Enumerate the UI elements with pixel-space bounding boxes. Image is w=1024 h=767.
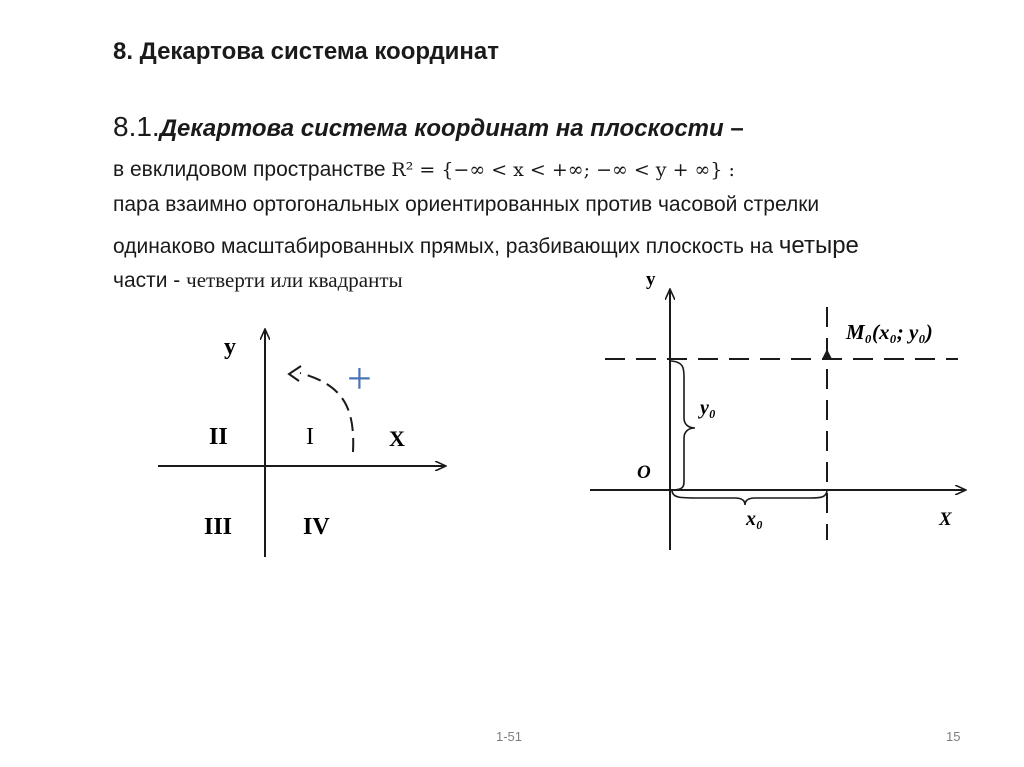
slide-heading: 8. Декартова система координат xyxy=(113,38,500,65)
page-number: 15 xyxy=(946,729,961,744)
left-diagram xyxy=(158,330,445,557)
left-x-label: X xyxy=(389,426,405,451)
subheading-italic: Декартова система координат xyxy=(159,115,550,142)
y0-brace xyxy=(671,361,695,490)
quadrant-4-label: IV xyxy=(303,514,330,540)
plus-sign: + xyxy=(347,354,372,403)
x0-label: x₀ xyxy=(746,508,763,530)
point-label: M₀(x₀; y₀) xyxy=(846,320,933,344)
right-x-label: X xyxy=(939,509,952,530)
right-y-label: y xyxy=(646,269,656,290)
quadrant-2-label: II xyxy=(209,424,228,450)
origin-label: O xyxy=(637,462,651,483)
quadrant-3-label: III xyxy=(204,514,233,540)
line4-text: части - xyxy=(113,269,187,292)
quadrant-1-label: I xyxy=(306,424,314,450)
x0-brace xyxy=(672,491,827,505)
left-y-label: y xyxy=(224,334,236,360)
y0-label: y₀ xyxy=(700,397,716,419)
line3-word: четыре xyxy=(778,232,859,259)
line1-text: в евклидовом пространстве xyxy=(113,158,392,181)
line1-math: R² = {−∞ < x < +∞; −∞ < y + ∞} : xyxy=(391,159,735,181)
text-line-2: пара взаимно ортогональных ориентированных против часовой стрелки xyxy=(113,193,820,216)
footer-center: 1-51 xyxy=(496,729,523,744)
right-diagram xyxy=(590,269,965,550)
rotation-arrowhead xyxy=(289,366,301,381)
subheading-number: 8.1. xyxy=(113,111,160,142)
subheading-bold: на плоскости xyxy=(549,115,731,142)
point-marker xyxy=(822,349,832,359)
line3-text: одинаково масштабированных прямых, разбивающих плоскость на xyxy=(113,235,779,258)
subheading-dash: – xyxy=(730,115,744,142)
line4-serif: четверти или квадранты xyxy=(186,268,403,292)
